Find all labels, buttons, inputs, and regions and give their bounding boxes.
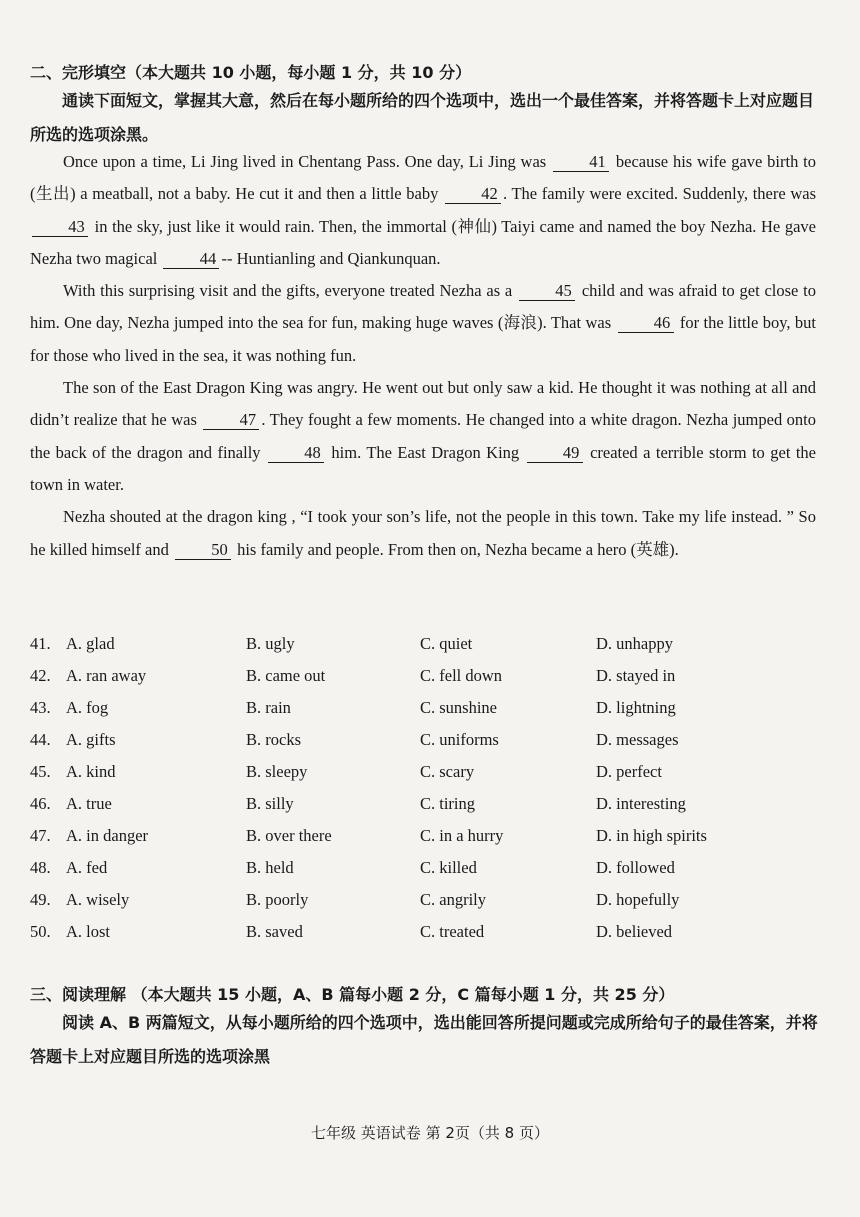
page-footer: 七年级 英语试卷 第 2页（共 8 页） [311,1124,549,1142]
option-c: C. scary [420,762,475,781]
option-a: A. ran away [66,666,147,685]
question-row [30,758,830,790]
option-d: D. followed [596,858,675,877]
blank-46: 46 [618,314,674,333]
option-a: A. kind [66,762,116,781]
option-b: B. held [246,858,294,877]
option-d: D. believed [596,922,673,941]
question-number: 43. [30,698,51,717]
section2-instruction: 通读下面短文，掌握其大意，然后在每小题所给的四个选项中，选出一个最佳答案，并将答题卡上对应题目所选的选项涂黑。 [30,91,815,144]
option-c: C. tiring [420,794,476,813]
option-d: D. interesting [596,794,686,813]
question-number: 42. [30,666,51,685]
option-b: B. sleepy [246,762,308,781]
option-b: B. rocks [246,730,301,749]
option-d: D. unhappy [596,634,673,653]
option-b: B. poorly [246,890,309,909]
option-d: D. stayed in [596,666,676,685]
blank-44: 44 [163,250,219,269]
question-row [30,822,830,854]
question-row [30,854,830,886]
option-d: D. hopefully [596,890,680,909]
option-c: C. treated [420,922,485,941]
option-a: A. fed [66,858,108,877]
section2-heading: 二、完形填空（本大题共 10 小题，每小题 1 分，共 10 分） [30,63,472,82]
option-b: B. over there [246,826,332,845]
option-d: D. lightning [596,698,676,717]
passage-paragraph-4: Nezha shouted at the dragon king , “I took your son’s life, not the people in this town. Take my life instead. ” So he killed himself and 50 his family and people. From then on, Nezha became a hero (英雄). [30,507,816,559]
question-number: 45. [30,762,51,781]
option-b: B. ugly [246,634,295,653]
question-row [30,726,830,758]
option-b: B. rain [246,698,291,717]
question-number: 41. [30,634,51,653]
passage-paragraph-3: The son of the East Dragon King was angry. He went out but only saw a kid. He thought it was nothing at all and didn’t realize that he was 47 . They fought a few moments. He changed into a white dragon. Nezha jumped onto the back of the dragon and finally 48 him. The East Dragon King 49 created a terrible storm to get the town in water. [30,378,816,494]
option-a: A. true [66,794,112,813]
option-a: A. glad [66,634,115,653]
option-a: A. fog [66,698,109,717]
option-b: B. came out [246,666,326,685]
question-number: 47. [30,826,51,845]
question-number: 48. [30,858,51,877]
question-number: 44. [30,730,51,749]
passage-paragraph-2: With this surprising visit and the gifts, everyone treated Nezha as a 45 child and was afraid to get close to him. One day, Nezha jumped into the sea for fun, making huge waves (海浪). That was 46 for the little boy, but for those who lived in the sea, it was nothing fun. [30,281,817,365]
answer-options [30,630,830,950]
option-c: C. angrily [420,890,486,909]
section3-heading: 三、阅读理解 （本大题共 15 小题，A、B 篇每小题 2 分，C 篇每小题 1 分，共 25 分） [30,985,675,1004]
option-c: C. sunshine [420,698,498,717]
passage-paragraph-1: Once upon a time, Li Jing lived in Chentang Pass. One day, Li Jing was 41 because his wife gave birth to (生出) a meatball, not a baby. He cut it and then a little baby 42 . The family were excited. Suddenly, there was 43 in the sky, just like it would rain. Then, the immortal (神仙) Taiyi came and named the boy Nezha. He gave Nezha two magical 44 -- Huntianling and Qiankunquan. [30,152,817,268]
option-a: A. in danger [66,826,149,845]
question-number: 49. [30,890,51,909]
blank-45: 45 [519,282,575,301]
option-c: C. uniforms [420,730,499,749]
section3-instruction: 阅读 A、B 两篇短文，从每小题所给的四个选项中，选出能回答所提问题或完成所给句子的最佳答案，并将答题卡上对应题目所选的选项涂黑 [30,1013,818,1066]
blank-47: 47 [203,411,259,430]
blank-48: 48 [268,444,324,463]
option-c: C. in a hurry [420,826,504,845]
cloze-passage [30,146,816,566]
question-row [30,790,830,822]
option-d: D. perfect [596,762,662,781]
option-a: A. lost [66,922,111,941]
question-row [30,694,830,726]
blank-49: 49 [527,444,583,463]
option-d: D. messages [596,730,679,749]
blank-41: 41 [553,153,609,172]
blank-43: 43 [32,218,88,237]
question-row [30,662,830,694]
option-a: A. wisely [66,890,130,909]
option-d: D. in high spirits [596,826,707,845]
option-b: B. saved [246,922,303,941]
option-b: B. silly [246,794,294,813]
question-number: 46. [30,794,51,813]
blank-42: 42 [445,185,501,204]
option-c: C. fell down [420,666,503,685]
option-c: C. quiet [420,634,473,653]
option-c: C. killed [420,858,477,877]
option-a: A. gifts [66,730,116,749]
question-number: 50. [30,922,51,941]
blank-50: 50 [175,541,231,560]
question-row [30,918,830,950]
question-row [30,886,830,918]
question-row [30,630,830,662]
